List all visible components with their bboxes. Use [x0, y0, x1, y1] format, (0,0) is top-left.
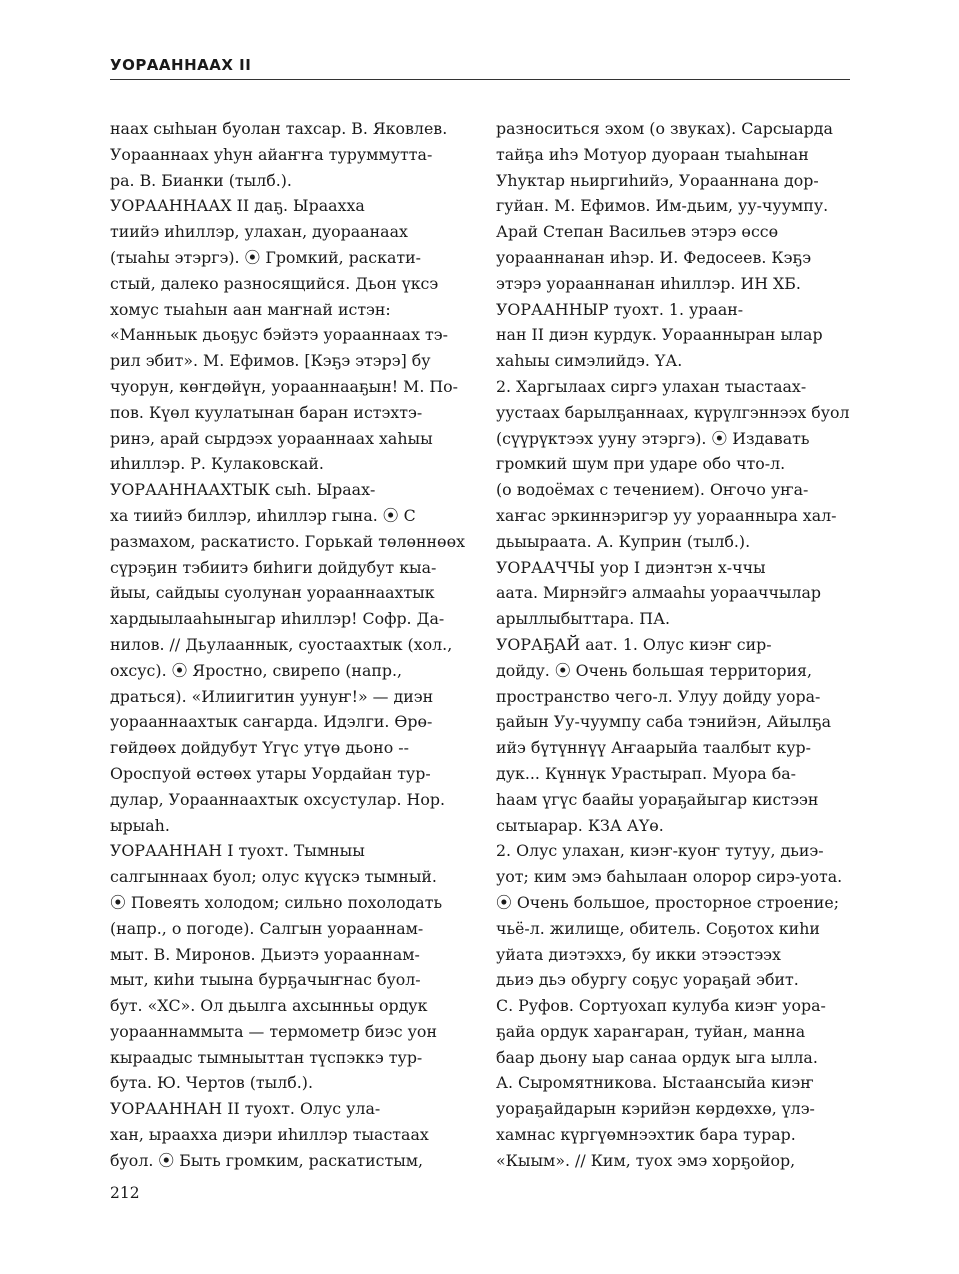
- text-line: ра. В. Бианки (тылб.).: [110, 170, 292, 190]
- text-line: аата. Мирнэйгэ алмааһы уорааччылар: [496, 583, 822, 603]
- text-line: һаам үгүс баайы уораҕайыгар кистээн: [496, 789, 819, 809]
- text-line: арыллыбыттара. ПА.: [496, 609, 671, 629]
- text-line: 2. Олус улахан, киэҥ-куоҥ тутуу, дьиэ-: [496, 841, 824, 861]
- text-line: гуйан. М. Ефимов. Им-дьим, уу-чуумпу.: [496, 196, 829, 216]
- text-line: хомус тыаһын аан маҥнай истэн:: [110, 299, 391, 319]
- text-line: (напр., о погоде). Салгын уорааннам-: [110, 918, 424, 938]
- text-line: этэрэ уорааннанан иһиллэр. ИН ХБ.: [496, 273, 801, 293]
- text-line: хан, ыраахха диэри иһиллэр тыастаах: [110, 1125, 429, 1145]
- text-line: пов. Күөл куулатынан баран истэхтэ-: [110, 402, 423, 422]
- text-line: ырыаһ.: [110, 815, 170, 835]
- text-line: ринэ, арай сырдээх уорааннаах хаһыы: [110, 428, 433, 448]
- text-line: пространство чего-л. Улуу дойду уора-: [496, 686, 821, 706]
- text-line: хаҥас эркиннэригэр уу уорааннырa хал-: [496, 505, 837, 525]
- text-line: чьё-л. жилище, обитель. Соҕотох киһи: [496, 918, 820, 938]
- text-line: дук... Күннүк Урастырап. Муора ба-: [496, 763, 797, 783]
- header-rule: [110, 79, 850, 80]
- text-line: С. Руфов. Сортуохап кулуба киэҥ уора-: [496, 996, 826, 1016]
- text-line: Уорааннаах уһун айаҥҥа туруммутта-: [110, 144, 433, 164]
- text-line: мыт. В. Миронов. Дьиэтэ уорааннам-: [110, 944, 420, 964]
- text-line: чуорун, көҥдөйүн, уорааннааҕын! М. По-: [110, 376, 458, 396]
- text-line: «Манньык дьоҕус бэйэтэ уорааннаах тэ-: [110, 325, 448, 345]
- text-line: УОРААННААХ II даҕ. Ыраахха: [110, 196, 365, 216]
- text-line: Уһуктар ньиргиһийэ, Уорааннана дор-: [496, 170, 819, 190]
- text-line: бута. Ю. Чертов (тылб.).: [110, 1073, 313, 1093]
- text-line: уйата диэтэххэ, бу икки этээстээх: [496, 944, 781, 964]
- text-line: наах сыһыан буолан тахсар. В. Яковлев.: [110, 119, 448, 138]
- text-line: нан II диэн курдук. Уорааннырaн ылар: [496, 325, 823, 345]
- text-line: уорааннаахтык саҥарда. Идэлги. Өрө-: [110, 712, 433, 732]
- text-line: дьыыраата. А. Куприн (тылб.).: [496, 531, 751, 551]
- text-line: тиийэ иһиллэр, улахан, дуораанаах: [110, 222, 408, 242]
- text-line: (сүүрүктээх ууну этэргэ). ⦿ Издавать: [496, 428, 810, 448]
- text-line: охсус). ⦿ Яростно, свирепо (напр.,: [110, 660, 403, 680]
- text-line: ийэ бүтүннүү Аҥаарыйа таалбыт кур-: [496, 738, 811, 758]
- text-line: ⦿ Очень большое, просторное строение;: [496, 892, 840, 912]
- text-line: дулар, Уорааннаахтык охсустулар. Нор.: [110, 789, 445, 809]
- text-line: хамнас күргүөмнээхтик бара турар.: [496, 1125, 796, 1145]
- text-line: ⦿ Повеять холодом; сильно похолодать: [110, 892, 443, 912]
- text-line: уорааннанан иһэр. И. Федосеев. Кэҕэ: [496, 247, 812, 267]
- text-line: громкий шум при ударе обо что-л.: [496, 454, 786, 474]
- text-line: (тыаһы этэргэ). ⦿ Громкий, раскати-: [110, 247, 421, 267]
- text-line: УОРААННАН II туохт. Олус ула-: [110, 1099, 381, 1119]
- text-line: дьиэ дьэ обургу соҕус уораҕай эбит.: [496, 970, 799, 990]
- text-line: Ороспуой өстөөх утары Уордайан тур-: [110, 763, 431, 783]
- text-line: уорааннаммыта — термометр биэс уон: [110, 1021, 437, 1041]
- text-line: ҕайын Уу-чуумпу саба тэнийэн, Айылҕа: [496, 712, 831, 732]
- text-line: А. Сыромятникова. Ыстаансыйа киэҥ: [496, 1073, 814, 1093]
- text-line: УОРААЧЧЫ уор I диэнтэн х-ччы: [496, 557, 766, 577]
- text-line: (о водоёмах с течением). Оҥочо уҥа-: [496, 480, 809, 500]
- text-line: 2. Харгылаах сиргэ улахан тыастаах-: [496, 376, 807, 396]
- text-line: нилов. // Дьулааннык, суостаахтык (хол.,: [110, 634, 453, 654]
- text-line: бут. «ХС». Ол дьылга ахсынньы ордук: [110, 996, 428, 1016]
- left-column: [110, 116, 466, 1174]
- text-line: драться). «Илиигитин уунуҥ!» — диэн: [110, 686, 434, 706]
- page-number: 212: [110, 1184, 140, 1202]
- text-line: размахом, раскатисто. Горькай төлөннөөх: [110, 531, 465, 551]
- text-line: иһиллэр. Р. Кулаковскай.: [110, 454, 324, 474]
- text-line: стый, далеко разносящийся. Дьон үксэ: [110, 273, 439, 293]
- text-line: рил эбит». М. Ефимов. [Кэҕэ этэрэ] бу: [110, 351, 431, 371]
- text-line: дойду. ⦿ Очень большая территория,: [496, 660, 813, 680]
- text-line: уот; ким эмэ баһылаан олорор сирэ-уота.: [496, 867, 843, 887]
- text-line: УОРАҔАЙ аат. 1. Олус киэҥ сир-: [496, 634, 772, 654]
- text-line: УОРААННЫР туохт. 1. ураан-: [496, 299, 744, 319]
- text-line: УОРААННААХТЫК сыһ. Ыраах-: [110, 480, 376, 500]
- running-header: УОРААННААХ II: [110, 56, 252, 74]
- text-line: кыраадыс тымныыттан түспэккэ тур-: [110, 1047, 423, 1067]
- text-line: салгыннаах буол; олус күүскэ тымный.: [110, 867, 437, 887]
- text-line: ҕайа ордук хараҥаран, туйан, манна: [496, 1021, 806, 1041]
- right-column: [496, 116, 850, 1174]
- text-line: уустаах барылҕаннаах, күрүлгэннээх буол: [496, 402, 850, 422]
- text-line: уораҕайдарын кэрийэн көрдөххө, үлэ-: [496, 1099, 815, 1119]
- text-line: разноситься эхом (о звуках). Сарсыарда: [496, 119, 833, 138]
- text-line: Арай Степан Васильев этэрэ өссө: [496, 222, 779, 242]
- text-line: хаһыы симэлийдэ. ҮА.: [496, 351, 683, 371]
- text-line: гөйдөөх дойдубут Үгүс утүө дьоно --: [110, 738, 409, 758]
- text-line: буол. ⦿ Быть громким, раскатистым,: [110, 1150, 424, 1170]
- text-line: «Кыым». // Ким, туох эмэ хорҕойор,: [496, 1150, 796, 1170]
- text-line: сытыарар. КЗА АҮө.: [496, 815, 664, 835]
- text-line: мыт, киһи тыына бурҕачыҥнас буол-: [110, 970, 421, 990]
- text-line: йыы, сайдыы суолунан уорааннаахтык: [110, 583, 435, 603]
- text-line: ха тиийэ биллэр, иһиллэр гына. ⦿ С: [110, 505, 416, 525]
- text-line: хардыылааһыныгар иһиллэр! Софр. Да-: [110, 609, 445, 629]
- text-line: баар дьону ыар санаа ордук ыга ылла.: [496, 1047, 818, 1067]
- text-line: тайҕа иһэ Мотуор дуораан тыаһынан: [496, 144, 809, 164]
- text-line: УОРААННАН I туохт. Тымныы: [110, 841, 365, 861]
- text-line: сүрэҕин тэбиитэ биһиги дойдубут кыа-: [110, 557, 437, 577]
